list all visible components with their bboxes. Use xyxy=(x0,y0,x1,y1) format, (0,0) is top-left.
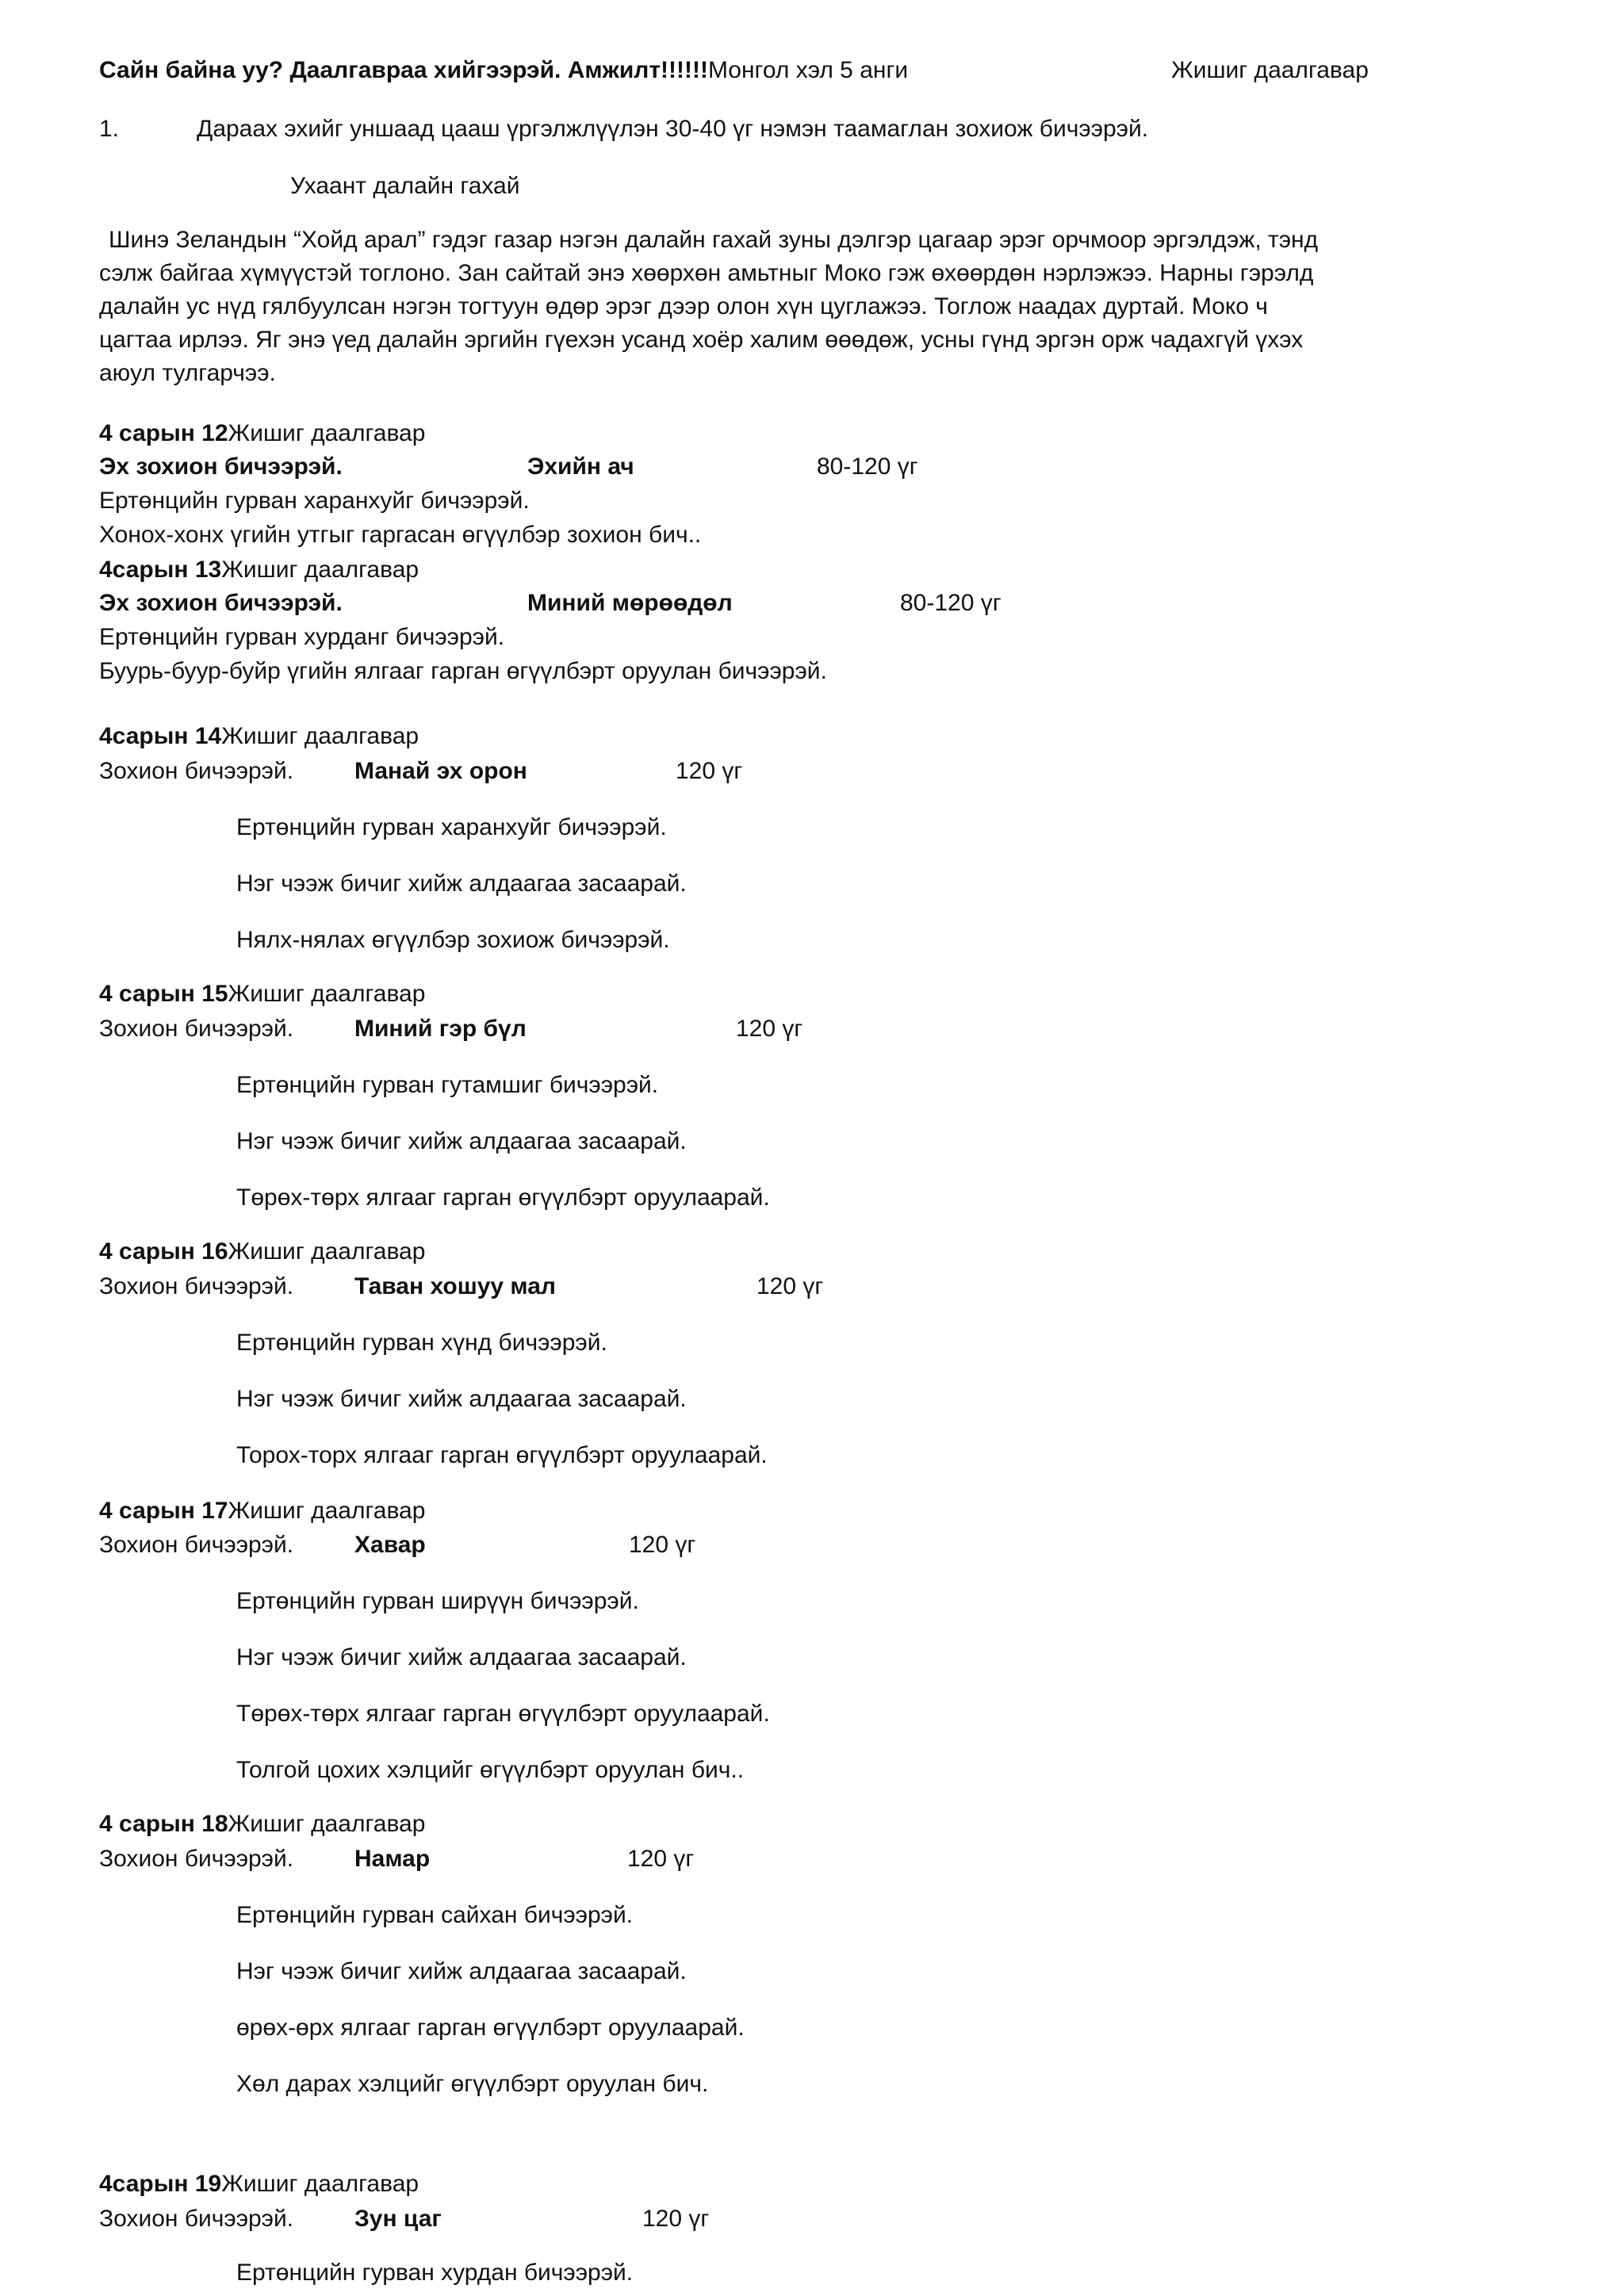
day-date: 4 сарын 17 xyxy=(99,1498,228,1524)
assignment-kind: Зохион бичээрэй. xyxy=(99,1016,294,1042)
day-date: 4сарын 13 xyxy=(99,557,222,583)
assignment-topic: Таван хошуу мал xyxy=(354,1273,556,1299)
task-item: Нэг чээж бичиг хийж алдаагаа засаарай. xyxy=(236,1958,687,1984)
task-item: Төрөх-төрх ялгааг гарган өгүүлбэрт оруулаарай. xyxy=(236,1701,770,1727)
assignment-topic: Манай эх орон xyxy=(354,758,527,784)
day-tag: Жишиг даалгавар xyxy=(228,1498,426,1524)
assignment-topic: Миний мөрөөдөл xyxy=(527,590,733,616)
task-item: Буурь-буур-буйр үгийн ялгааг гарган өгүүлбэрт оруулан бичээрэй. xyxy=(99,658,827,684)
task-item: Хонох-хонх үгийн утгыг гаргасан өгүүлбэр зохион бич.. xyxy=(99,522,702,548)
task-item: Ертөнцийн гурван хурдан бичээрэй. xyxy=(236,2260,634,2286)
task-item: Нэг чээж бичиг хийж алдаагаа засаарай. xyxy=(236,1128,687,1154)
story-line: сэлж байгаа хүмүүстэй тоглоно. Зан сайтай энэ хөөрхөн амьтныг Моко гэж өхөөрдөн нэрлэжээ. Нарны гэрэлд xyxy=(99,260,1314,286)
day-heading xyxy=(99,420,425,447)
task-item: Ертөнцийн гурван харанхуйг бичээрэй. xyxy=(236,814,667,840)
day-heading xyxy=(99,2171,419,2198)
word-count: 80-120 үг xyxy=(817,453,918,480)
day-date: 4 сарын 16 xyxy=(99,1238,228,1265)
story-title: Ухаант далайн гахай xyxy=(290,173,520,199)
task-instruction: Дараах эхийг уншаад цааш үргэлжлүүлэн 30-40 үг нэмэн таамаглан зохиож бичээрэй. xyxy=(197,116,1149,142)
task-item: Нэг чээж бичиг хийж алдаагаа засаарай. xyxy=(236,871,687,897)
day-tag: Жишиг даалгавар xyxy=(228,981,426,1007)
day-date: 4сарын 19 xyxy=(99,2171,222,2197)
task-item: Толгой цохих хэлцийг өгүүлбэрт оруулан бич.. xyxy=(236,1757,745,1783)
word-count: 80-120 үг xyxy=(900,590,1002,616)
day-tag: Жишиг даалгавар xyxy=(228,1238,426,1265)
task-item: Ертөнцийн гурван хурданг бичээрэй. xyxy=(99,624,505,650)
assignment-topic: Хавар xyxy=(354,1532,426,1558)
assignment-kind: Зохион бичээрэй. xyxy=(99,758,294,784)
assignment-topic: Миний гэр бүл xyxy=(354,1016,527,1042)
word-count: 120 үг xyxy=(627,1846,695,1872)
task-item: Ертөнцийн гурван харанхуйг бичээрэй. xyxy=(99,488,530,514)
story-line: цагтаа ирлээ. Яг энэ үед далайн эргийн гүехэн усанд хоёр халим өөөдөж, усны гүнд эргэн орж чадахгүй үхэх xyxy=(99,327,1304,353)
assignment-kind: Зохион бичээрэй. xyxy=(99,2206,294,2232)
day-tag: Жишиг даалгавар xyxy=(221,723,419,749)
day-heading xyxy=(99,981,425,1008)
task-item: Торох-торх ялгааг гарган өгүүлбэрт оруулаарай. xyxy=(236,1442,768,1468)
page-header xyxy=(99,57,908,84)
task-number: 1. xyxy=(99,116,120,142)
assignment-kind: Зохион бичээрэй. xyxy=(99,1273,294,1299)
sample-label: Жишиг даалгавар xyxy=(1171,57,1369,83)
day-date: 4сарын 14 xyxy=(99,723,222,749)
word-count: 120 үг xyxy=(756,1273,824,1299)
story-line: аюул тулгарчээ. xyxy=(99,360,276,386)
word-count: 120 үг xyxy=(629,1532,696,1558)
task-item: Нэг чээж бичиг хийж алдаагаа засаарай. xyxy=(236,1386,687,1412)
day-date: 4 сарын 12 xyxy=(99,420,228,446)
day-heading xyxy=(99,723,419,750)
task-item: Нэг чээж бичиг хийж алдаагаа засаарай. xyxy=(236,1644,687,1670)
day-heading xyxy=(99,1811,425,1838)
day-date: 4 сарын 15 xyxy=(99,981,228,1007)
task-item: Ертөнцийн гурван ширүүн бичээрэй. xyxy=(236,1588,639,1614)
day-tag: Жишиг даалгавар xyxy=(221,557,419,583)
task-item: Нялх-нялах өгүүлбэр зохиож бичээрэй. xyxy=(236,927,670,953)
task-item: Ертөнцийн гурван гутамшиг бичээрэй. xyxy=(236,1072,659,1098)
greeting: Сайн байна уу? Даалгавраа хийгээрэй. Амжилт!!!!!! xyxy=(99,57,708,83)
assignment-topic: Намар xyxy=(354,1846,431,1872)
assignment-kind: Эх зохион бичээрэй. xyxy=(99,590,343,616)
day-date: 4 сарын 18 xyxy=(99,1811,228,1837)
assignment-topic: Зун цаг xyxy=(354,2206,442,2232)
day-tag: Жишиг даалгавар xyxy=(228,1811,426,1837)
word-count: 120 үг xyxy=(676,758,743,784)
day-tag: Жишиг даалгавар xyxy=(228,420,426,446)
assignment-kind: Эх зохион бичээрэй. xyxy=(99,453,343,480)
day-tag: Жишиг даалгавар xyxy=(221,2171,419,2197)
word-count: 120 үг xyxy=(736,1016,803,1042)
day-heading xyxy=(99,557,419,584)
story-line: Шинэ Зеландын “Хойд арал” гэдэг газар нэгэн далайн гахай зуны дэлгэр цагаар эрэг орчмоор эргэлдэж, тэнд xyxy=(109,227,1319,253)
task-item: Ертөнцийн гурван хүнд бичээрэй. xyxy=(236,1330,607,1356)
task-item: Ертөнцийн гурван сайхан бичээрэй. xyxy=(236,1902,634,1928)
story-text xyxy=(99,224,1526,390)
task-item: Төрөх-төрх ялгааг гарган өгүүлбэрт оруулаарай. xyxy=(236,1184,770,1211)
assignment-kind: Зохион бичээрэй. xyxy=(99,1846,294,1872)
word-count: 120 үг xyxy=(642,2206,710,2232)
day-heading xyxy=(99,1238,425,1265)
story-line: далайн ус нүд гялбуулсан нэгэн тогтуун өдөр эрэг дээр олон хүн цуглажээ. Тоглож наадах дуртай. Моко ч xyxy=(99,293,1268,320)
day-heading xyxy=(99,1498,425,1525)
subject-label: Монгол хэл 5 анги xyxy=(707,57,909,83)
task-item: Хөл дарах хэлцийг өгүүлбэрт оруулан бич. xyxy=(236,2071,709,2097)
task-item: өрөх-өрх ялгааг гарган өгүүлбэрт оруулаарай. xyxy=(236,2015,745,2041)
assignment-topic: Эхийн ач xyxy=(527,453,634,480)
assignment-kind: Зохион бичээрэй. xyxy=(99,1532,294,1558)
